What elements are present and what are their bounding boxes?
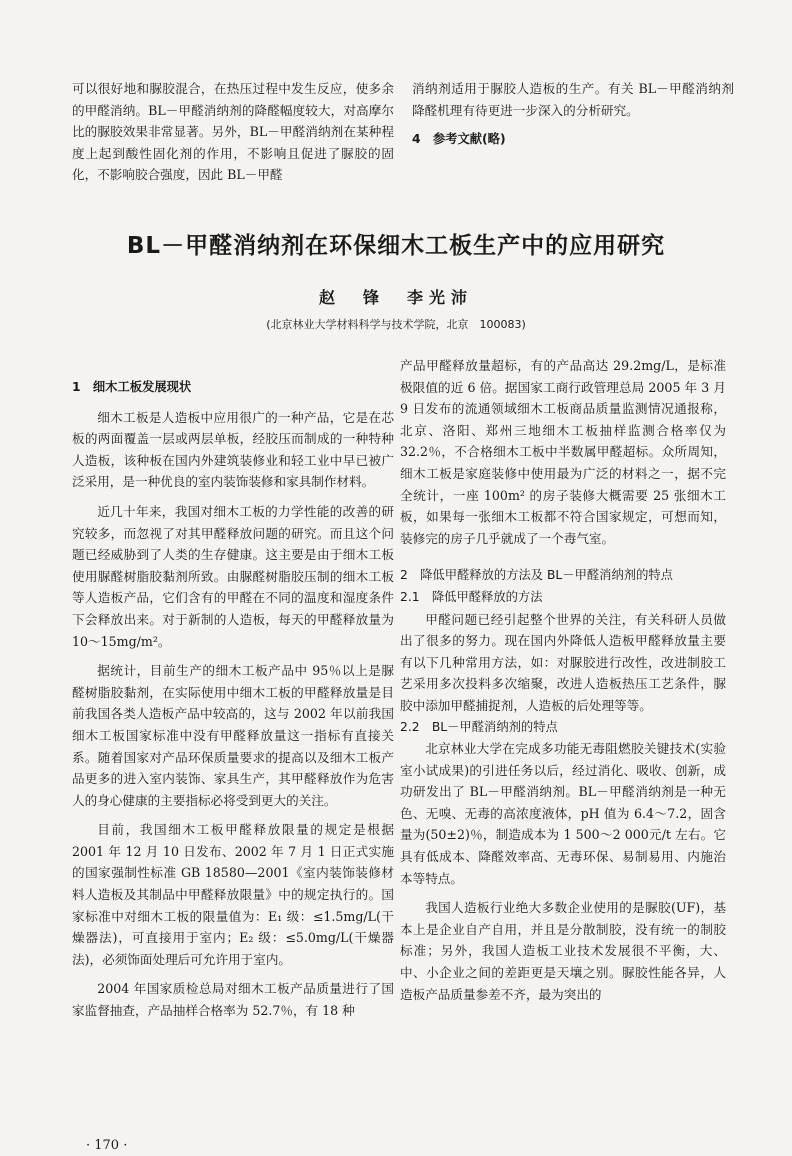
article-title: BL－甲醛消纳剂在环保细木工板生产中的应用研究 — [126, 233, 666, 259]
left-column — [72, 377, 394, 1022]
paragraph: 产品甲醛释放量超标，有的产品高达 29.2mg/L，是标准极限值的近 6 倍。据国家工商行政管理总局 2005 年 3 月 9 日发布的流通领域细木工板商品质量监测情况通报称，北京、洛阳、郑州三地细木工板抽样监测合格率仅为 32.2％，不合格细木工板中半数属甲醛超标。众所周知，细木工板是家庭装修中使用最为广泛的材料之一，据不完全统计，一座 100m² 的房子装修大概需要 25 张细木工板，如果每一张细木工板都不符合国家规定，可想而知，装修完的房子几乎就成了一个毒气室。 — [400, 358, 726, 546]
paragraph: 2004 年国家质检总局对细木工板产品质量进行了国家监督抽查，产品抽样合格率为 52.7％，有 18 种 — [72, 981, 394, 1019]
paragraph: 北京林业大学在完成多功能无毒阻燃胶关键技术(实验室小试成果)的引进任务以后，经过消化、吸收、创新，成功研发出了 BL－甲醛消纳剂。BL－甲醛消纳剂是一种无色、无嗅、无毒的高浓度液体，pH 值为 6.4～7.2，固含量为(50±2)％，制造成本为 1 500～2 000元/t 左右。它具有低成本、降醛效率高、无毒环保、易制易用、内施治本等特点。 — [400, 741, 726, 886]
top-left-column — [72, 78, 394, 186]
paragraph: 我国人造板行业绝大多数企业使用的是脲胶(UF)，基本上是企业自产自用，并且是分散制胶，没有统一的制胶标准；另外，我国人造板工业技术发展很不平衡，大、中、小企业之间的差距更是天壤之别。脲胶性能各异，人造板产品质量参差不齐，最为突出的 — [400, 900, 726, 1002]
author-affiliation: (北京林业大学材料科学与技术学院，北京 100083) — [266, 318, 526, 331]
continued-paragraph: 可以很好地和脲胶混合，在热压过程中发生反应，使多余的甲醛消纳。BL－甲醛消纳剂的降醛幅度较大，对高摩尔比的脲胶效果非常显著。另外，BL－甲醛消纳剂在某种程度上起到酸性固化剂的作用，不影响且促进了脲胶的固化，不影响胶合强度，因此 BL－甲醛 — [72, 81, 394, 183]
page-number: · 170 · — [86, 1138, 128, 1153]
paragraph: 目前，我国细木工板甲醛释放限量的规定是根据 2001 年 12 月 10 日发布、2002 年 7 月 1 日正式实施的国家强制性标准 GB 18580—2001《室内装饰装修材料人造板及其制品中甲醛释放限量》中的规定执行的。国家标准中对细木工板的限量值为：E₁ 级：≤1.5mg/L(干燥器法)，可直接用于室内；E₂ 级：≤5.0mg/L(干燥器法)，必须饰面处理后可允许用于室内。 — [72, 822, 394, 967]
top-right-column — [412, 78, 734, 151]
paragraph: 近几十年来，我国对细木工板的力学性能的改善的研究较多，而忽视了对其甲醛释放问题的研究。而且这个问题已经威胁到了人类的生存健康。这主要是由于细木工板使用脲醛树脂胶黏剂所致。由脲醛树脂胶压制的细木工板等人造板产品，它们含有的甲醛在不同的温度和湿度条件下会释放出来。对于新制的人造板，每天的甲醛释放量为 10～15mg/m²。 — [72, 503, 394, 649]
paragraph: 据统计，目前生产的细木工板产品中 95％以上是脲醛树脂胶黏剂，在实际使用中细木工板的甲醛释放量是目前我国各类人造板产品中较高的，这与 2002 年以前我国细木工板国家标准中没有甲醛释放量这一指标有直接关系。随着国家对产品环保质量要求的提高以及细木工板产品更多的进入室内装饰、家具生产，其甲醛释放作为危害人的身心健康的主要指标必将受到更大的关注。 — [72, 663, 394, 808]
subsection-heading-2-2: 2.2 BL－甲醛消纳剂的特点 — [400, 719, 558, 734]
continued-paragraph: 消纳剂适用于脲胶人造板的生产。有关 BL－甲醛消纳剂降醛机理有待更进一步深入的分析研究。 — [412, 81, 734, 118]
section-heading-2: 2 降低甲醛释放的方法及 BL－甲醛消纳剂的特点 — [400, 568, 673, 583]
section-heading-1: 1 细木工板发展现状 — [72, 380, 192, 394]
subsection-heading-2-1: 2.1 降低甲醛释放的方法 — [400, 589, 543, 604]
right-column — [400, 355, 726, 1005]
article-authors: 赵 锋 李光沛 — [318, 288, 473, 307]
paragraph: 细木工板是人造板中应用很广的一种产品，它是在芯板的两面覆盖一层或两层单板，经胶压而制成的一种特种人造板，该种板在国内外建筑装修业和轻工业中早已被广泛采用，是一种优良的室内装饰装修和家具制作材料。 — [72, 409, 394, 490]
paragraph: 甲醛问题已经引起整个世界的关注，有关科研人员做出了很多的努力。现在国内外降低人造板甲醛释放量主要有以下几种常用方法，如：对脲胶进行改性，改进制胶工艺采用多次投料多次缩聚，改进人造板热压工艺条件，脲胶中添加甲醛捕捉剂，人造板的后处理等等。 — [400, 611, 726, 713]
references-heading: 4 参考文献(略) — [412, 132, 506, 147]
